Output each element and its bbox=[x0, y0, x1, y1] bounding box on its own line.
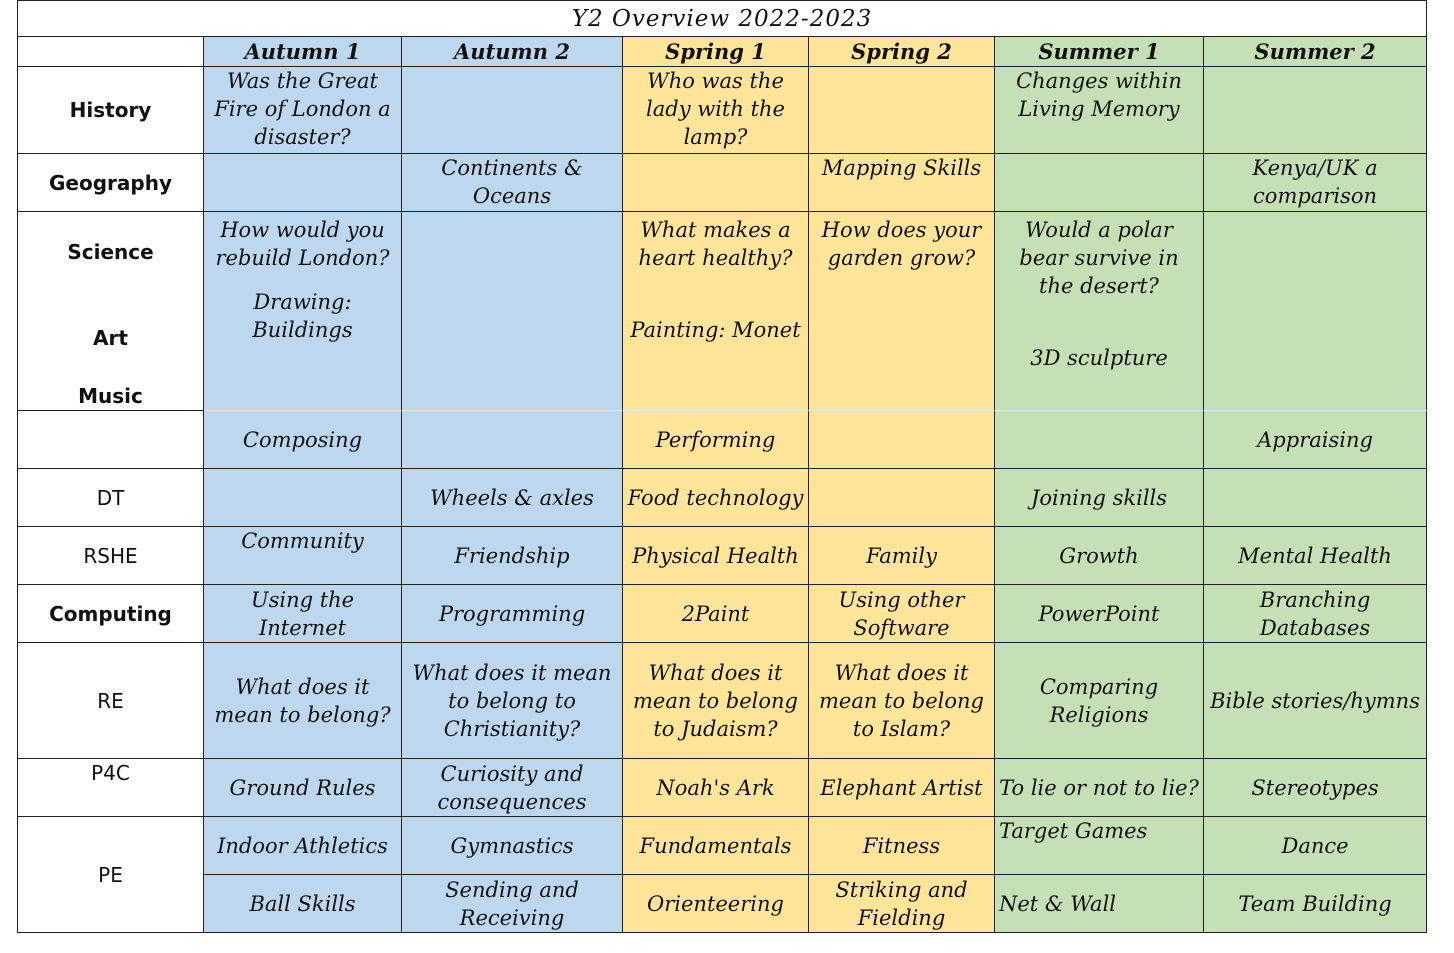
subject-label: Computing bbox=[18, 585, 204, 643]
table-row bbox=[18, 527, 1427, 585]
subject-label: Geography bbox=[18, 154, 204, 212]
table-cell bbox=[809, 67, 995, 154]
table-row bbox=[18, 643, 1427, 759]
table-cell: Fitness bbox=[809, 817, 995, 875]
term-header: Autumn 1 bbox=[204, 37, 402, 67]
term-header: Summer 2 bbox=[1204, 37, 1427, 67]
table-cell: Wheels & axles bbox=[402, 469, 623, 527]
table-cell: 2Paint bbox=[623, 585, 809, 643]
term-header: Summer 1 bbox=[995, 37, 1204, 67]
subject-spacer bbox=[18, 411, 204, 469]
subject-label: Music bbox=[78, 384, 143, 408]
table-cell bbox=[1204, 212, 1427, 411]
table-cell: Mental Health bbox=[1204, 527, 1427, 585]
table-cell: PowerPoint bbox=[995, 585, 1204, 643]
table-cell bbox=[623, 154, 809, 212]
table-cell: Branching Databases bbox=[1204, 585, 1427, 643]
table-cell: Using the Internet bbox=[204, 585, 402, 643]
table-cell: What does it mean to belong? bbox=[204, 643, 402, 759]
table-cell bbox=[1204, 67, 1427, 154]
table-cell: Comparing Religions bbox=[995, 643, 1204, 759]
table-cell bbox=[995, 411, 1204, 469]
table-cell: To lie or not to lie? bbox=[995, 759, 1204, 817]
table-cell: Joining skills bbox=[995, 469, 1204, 527]
table-cell: Bible stories/hymns bbox=[1204, 643, 1427, 759]
subject-label-group bbox=[18, 212, 204, 411]
table-cell: Friendship bbox=[402, 527, 623, 585]
table-cell: Net & Wall bbox=[995, 875, 1204, 933]
table-row bbox=[18, 469, 1427, 527]
table-cell: Ball Skills bbox=[204, 875, 402, 933]
subject-label: P4C bbox=[18, 759, 204, 817]
term-header: Autumn 2 bbox=[402, 37, 623, 67]
table-cell: Target Games bbox=[995, 817, 1204, 875]
table-row bbox=[18, 212, 1427, 411]
cell-text: How does your garden grow? bbox=[821, 218, 982, 270]
table-cell: Stereotypes bbox=[1204, 759, 1427, 817]
cell-text: How would you rebuild London? bbox=[215, 218, 390, 270]
table-cell: Mapping Skills bbox=[809, 154, 995, 212]
cell-text: Painting: Monet bbox=[630, 318, 801, 342]
table-cell bbox=[809, 212, 995, 411]
cell-text: Drawing: Buildings bbox=[252, 290, 353, 342]
table-row bbox=[18, 411, 1427, 469]
corner-cell bbox=[18, 37, 204, 67]
table-cell: Performing bbox=[623, 411, 809, 469]
subject-label: Art bbox=[93, 326, 128, 350]
table-cell: Composing bbox=[204, 411, 402, 469]
table-cell: Appraising bbox=[1204, 411, 1427, 469]
overview-table bbox=[17, 0, 1427, 933]
table-cell: Growth bbox=[995, 527, 1204, 585]
table-cell: Sending and Receiving bbox=[402, 875, 623, 933]
table-cell: Dance bbox=[1204, 817, 1427, 875]
table-cell: Food technology bbox=[623, 469, 809, 527]
table-row bbox=[18, 67, 1427, 154]
subject-label: DT bbox=[18, 469, 204, 527]
subject-label: PE bbox=[18, 817, 204, 933]
table-cell: What does it mean to belong to Judaism? bbox=[623, 643, 809, 759]
table-cell bbox=[204, 212, 402, 411]
term-header: Spring 2 bbox=[809, 37, 995, 67]
table-cell: Changes within Living Memory bbox=[995, 67, 1204, 154]
term-header-row bbox=[18, 37, 1427, 67]
table-row bbox=[18, 817, 1427, 875]
cell-text: 3D sculpture bbox=[1030, 346, 1168, 370]
table-cell: Continents & Oceans bbox=[402, 154, 623, 212]
table-cell: Team Building bbox=[1204, 875, 1427, 933]
table-cell bbox=[204, 469, 402, 527]
table-row bbox=[18, 585, 1427, 643]
table-cell bbox=[995, 154, 1204, 212]
table-cell: Ground Rules bbox=[204, 759, 402, 817]
table-row bbox=[18, 759, 1427, 817]
table-cell bbox=[402, 67, 623, 154]
term-header: Spring 1 bbox=[623, 37, 809, 67]
table-row bbox=[18, 154, 1427, 212]
table-cell bbox=[402, 411, 623, 469]
table-cell: Gymnastics bbox=[402, 817, 623, 875]
table-cell: Was the Great Fire of London a disaster? bbox=[204, 67, 402, 154]
table-cell: What does it mean to belong to Christianity? bbox=[402, 643, 623, 759]
subject-label: RE bbox=[18, 643, 204, 759]
table-cell: Noah's Ark bbox=[623, 759, 809, 817]
table-cell: Physical Health bbox=[623, 527, 809, 585]
table-cell bbox=[809, 469, 995, 527]
table-cell: Striking and Fielding bbox=[809, 875, 995, 933]
table-cell: Programming bbox=[402, 585, 623, 643]
cell-text: What makes a heart healthy? bbox=[638, 218, 793, 270]
subject-label: History bbox=[18, 67, 204, 154]
table-cell bbox=[623, 212, 809, 411]
table-row bbox=[18, 875, 1427, 933]
table-cell bbox=[204, 154, 402, 212]
table-cell: Community bbox=[204, 527, 402, 585]
table-cell: Who was the lady with the lamp? bbox=[623, 67, 809, 154]
table-cell bbox=[1204, 469, 1427, 527]
table-title: Y2 Overview 2022-2023 bbox=[18, 1, 1427, 37]
table-cell bbox=[995, 212, 1204, 411]
table-cell: Elephant Artist bbox=[809, 759, 995, 817]
table-cell bbox=[809, 411, 995, 469]
table-cell: What does it mean to belong to Islam? bbox=[809, 643, 995, 759]
table-cell: Curiosity and consequences bbox=[402, 759, 623, 817]
table-cell: Indoor Athletics bbox=[204, 817, 402, 875]
table-cell: Orienteering bbox=[623, 875, 809, 933]
table-cell: Using other Software bbox=[809, 585, 995, 643]
subject-label: Science bbox=[67, 240, 154, 264]
table-cell bbox=[402, 212, 623, 411]
table-cell: Fundamentals bbox=[623, 817, 809, 875]
table-cell: Kenya/UK a comparison bbox=[1204, 154, 1427, 212]
subject-label: RSHE bbox=[18, 527, 204, 585]
table-cell: Family bbox=[809, 527, 995, 585]
cell-text: Would a polar bear survive in the desert? bbox=[1019, 218, 1179, 298]
